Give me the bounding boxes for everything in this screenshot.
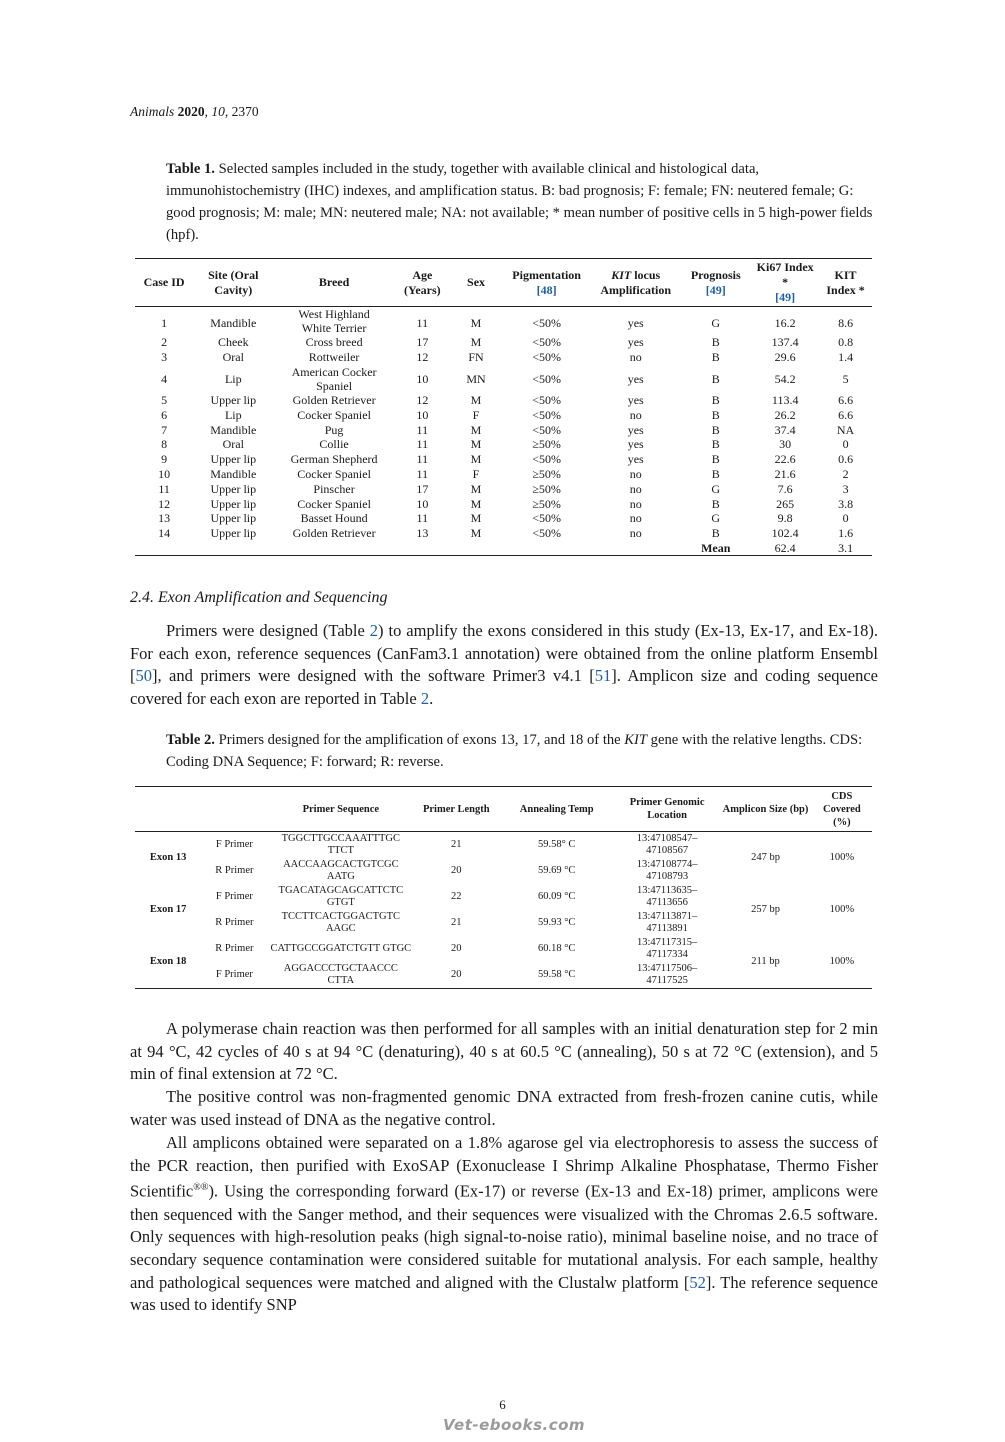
table1-row [135, 307, 872, 336]
table1-cell: 265 [776, 496, 795, 511]
table1-mean-row [135, 541, 872, 556]
ref-51[interactable]: 51 [594, 666, 612, 686]
table1-cell: 22.6 [774, 452, 796, 467]
table1-cell: yes [627, 422, 644, 437]
primer-length: 20 [451, 865, 462, 876]
table1-cell: 11 [416, 422, 429, 437]
table1-cell: ≥50% [532, 466, 561, 481]
table1-cell: <50% [532, 335, 562, 350]
table1-caption-label: Table 1. [166, 161, 215, 177]
primer-sequence: TGGCTTGCCAAATTTGC TTCT [281, 833, 401, 856]
primer-length: 20 [451, 969, 462, 980]
th-ki67: Ki67 Index * [49] [756, 260, 814, 304]
table1-caption: Table 1. Selected samples included in the study, together with available clinical and histological data, immunohistochemistry (IHC) indexes, and amplification status. B: bad prognosis; F: female; FN: neutered female; G: good prognosis; M: male; MN: neutered male; NA: not available; * mean number of positive cells in 5 high-power fields (hpf). [166, 161, 873, 243]
table1-cell: <50% [532, 422, 562, 437]
table1-cell: 10 [416, 407, 429, 422]
table1-cell: M [470, 422, 482, 437]
table2-row [135, 936, 872, 962]
th-primer [201, 787, 267, 832]
table1-cell: ≥50% [532, 496, 561, 511]
paragraph-primers: Primers were designed (Table 2) to amplify the exons considered in this study (Ex-13, Ex-17, and Ex-18). For each exon, reference sequences (CanFam3.1 annotation) were obtained from the online platform Ensembl [50], and primers were designed with the software Primer3 v4.1 [51]. Amplicon size and coding sequence covered for each exon are reported in Table 2. [130, 621, 878, 709]
table1-cell: no [629, 496, 642, 511]
table1-cell: Upper lip [210, 496, 257, 511]
table1-cell: Oral [222, 437, 244, 452]
table1-cell: Oral [222, 350, 244, 365]
th-prognosis: Prognosis [49] [690, 267, 741, 297]
table2-row [135, 884, 872, 910]
table1-cell: 3 [161, 350, 168, 365]
table1-cell: M [470, 452, 482, 467]
table1-cell: 0 [842, 511, 849, 526]
table1-cell: Lip [224, 371, 242, 386]
table1-cell: B [711, 407, 720, 422]
cds-covered: 100% [829, 904, 855, 915]
table1-cell: NA [836, 422, 855, 437]
table1-cell: B [711, 335, 720, 350]
primer-length: 22 [451, 891, 462, 902]
table1-cell: B [711, 371, 720, 386]
table1-cell: Basset Hound [300, 511, 368, 526]
table1-cell: Rottweiler [308, 350, 360, 365]
table1-cell: <50% [532, 316, 562, 330]
ref-table2[interactable]: 2 [369, 621, 379, 640]
table1-row [135, 407, 872, 422]
table1-cell: 17 [416, 481, 429, 496]
primer-type: R Primer [215, 865, 254, 876]
table1-cell: no [629, 407, 642, 422]
table1-cell: yes [627, 392, 644, 407]
table1-cell: 12 [416, 392, 429, 407]
primer-type: F Primer [215, 891, 253, 902]
table1-cell: yes [627, 335, 644, 350]
table1-cell: <50% [532, 452, 562, 467]
th-kit-amplification: KIT locus Amplification [600, 267, 672, 297]
table1-cell: <50% [532, 511, 562, 526]
table1-cell: Mandible [210, 316, 257, 330]
table1-cell: 30 [779, 437, 792, 452]
table1-row [135, 511, 872, 526]
table1-cell: 0 [842, 437, 849, 452]
table2-caption: Table 2. Primers designed for the amplification of exons 13, 17, and 18 of the KIT gene with the relative lengths. CDS: Coding DNA Sequence; F: forward; R: reverse. [166, 732, 863, 770]
th-primer-sequence: Primer Sequence [302, 803, 380, 815]
table1-cell: 12 [416, 350, 429, 365]
table1-cell: B [711, 466, 720, 481]
annealing-temp: 60.18 °C [537, 943, 576, 954]
table1-cell: Upper lip [210, 452, 257, 467]
table1-cell: 37.4 [774, 422, 796, 437]
th-genomic-location: Primer Genomic Location [629, 797, 705, 821]
table1-cell: 26.2 [774, 407, 796, 422]
table1-row [135, 496, 872, 511]
section-heading: 2.4. Exon Amplification and Sequencing [130, 589, 388, 606]
th-annealing-temp: Annealing Temp [519, 803, 594, 815]
ref-52[interactable]: 52 [689, 1272, 706, 1292]
table1-cell: 4 [161, 371, 168, 386]
ref-table2[interactable]: 2 [420, 689, 430, 709]
table1-cell: M [470, 526, 482, 541]
table1-cell: 137.4 [771, 335, 799, 350]
annealing-temp: 59.69 °C [537, 865, 576, 876]
mean-kit: 3.1 [838, 540, 854, 555]
annealing-temp: 59.93 °C [537, 917, 576, 928]
th-exon [135, 787, 201, 832]
table1-cell: Cocker Spaniel [297, 466, 371, 481]
table1-cell: 1 [161, 316, 168, 330]
table1-cell: 1.4 [838, 350, 854, 365]
table1-cell: 8.6 [838, 316, 854, 330]
table1-cell: Upper lip [210, 526, 257, 541]
table1-cell: Upper lip [210, 392, 257, 407]
amplicon-size: 257 bp [751, 904, 780, 915]
table1-cell: Mandible [210, 466, 257, 481]
table1-cell: 7 [161, 422, 168, 437]
table1-cell: 14 [158, 526, 171, 541]
table2-body [135, 832, 872, 989]
table1-cell: 0.8 [838, 335, 854, 350]
table2-row [135, 832, 872, 859]
table1-cell: <50% [532, 526, 562, 541]
table1-cell: M [470, 316, 482, 330]
table1-cell: <50% [532, 371, 562, 386]
th-breed: Breed [318, 275, 350, 289]
table1-cell: Golden Retriever [292, 392, 376, 407]
table1-cell: no [629, 350, 642, 365]
table1-cell: 7.6 [777, 481, 793, 496]
table1-cell: B [711, 452, 720, 467]
table1-cell: 54.2 [774, 371, 796, 386]
page-number: 6 [499, 1397, 506, 1412]
table1-cell: B [711, 526, 720, 541]
table1-cell: Pug [324, 422, 344, 437]
amplicon-size: 247 bp [751, 852, 780, 863]
table1-cell: 13 [158, 511, 171, 526]
table1-cell: 11 [416, 511, 429, 526]
watermark-logo: Vet-ebooks.com [443, 1416, 586, 1434]
table1-cell: 21.6 [774, 466, 796, 481]
primer-type: R Primer [215, 943, 254, 954]
table1-cell: Cheek [217, 335, 249, 350]
genomic-location: 13:47108774– 47108793 [636, 859, 698, 882]
table1-cell: M [470, 437, 482, 452]
table1-cell: American Cocker Spaniel [291, 364, 377, 393]
table1-cell: yes [627, 371, 644, 386]
table1-cell: M [470, 335, 482, 350]
table1-cell: Collie [319, 437, 349, 452]
table1-cell: 29.6 [774, 350, 796, 365]
table1-row [135, 335, 872, 350]
paragraph-controls: The positive control was non-fragmented genomic DNA extracted from fresh-frozen canine cutis, while water was used instead of DNA as the negative control. [130, 1087, 878, 1129]
annealing-temp: 59.58° C [537, 839, 576, 850]
th-sex: Sex [467, 275, 486, 289]
table1-cell: 0.6 [838, 452, 854, 467]
table1-cell: G [711, 316, 721, 330]
mean-ki67: 62.4 [774, 540, 796, 555]
table1-cell: Cocker Spaniel [297, 496, 371, 511]
table1-row [135, 467, 872, 482]
table1-cell: F [472, 466, 480, 481]
primer-sequence: TCCTTCACTGGACTGTC AAGC [281, 911, 401, 934]
table1-row [135, 365, 872, 393]
table2 [135, 786, 872, 989]
table1-cell: no [629, 466, 642, 481]
table1-row [135, 422, 872, 437]
exon-label: Exon 18 [149, 956, 187, 967]
th-age: Age (Years) [404, 267, 441, 297]
table1-cell: B [711, 422, 720, 437]
table1-cell: 1.6 [838, 526, 854, 541]
primer-sequence: TGACATAGCAGCATTCTC GTGT [278, 885, 404, 908]
mean-label: Mean [701, 540, 731, 555]
table1-cell: ≥50% [532, 481, 561, 496]
table1-cell: yes [627, 316, 644, 330]
table1-cell: M [470, 392, 482, 407]
table1-cell: 10 [158, 466, 171, 481]
annealing-temp: 60.09 °C [537, 891, 576, 902]
amplicon-size: 211 bp [751, 956, 780, 967]
table1-cell: no [629, 511, 642, 526]
table1-cell: 5 [842, 371, 849, 386]
exon-label: Exon 17 [149, 904, 187, 915]
table1-cell: 2 [161, 335, 168, 350]
genomic-location: 13:47117506– 47117525 [636, 963, 698, 986]
table1-cell: 16.2 [774, 316, 796, 330]
primer-sequence: AGGACCCTGCTAACCC CTTA [283, 963, 398, 986]
table1-cell: Cross breed [305, 335, 363, 350]
table1-cell: G [711, 481, 721, 496]
table2-caption-label: Table 2. [166, 732, 215, 748]
cds-covered: 100% [829, 956, 855, 967]
table1-cell: Lip [224, 407, 242, 422]
table1-cell: West Highland White Terrier [298, 307, 370, 335]
genomic-location: 13:47117315– 47117334 [636, 937, 698, 960]
exon-label: Exon 13 [149, 852, 187, 863]
table1-cell: yes [627, 452, 644, 467]
th-case-id: Case ID [143, 275, 185, 289]
primer-type: R Primer [215, 917, 254, 928]
table1-cell: 2 [842, 466, 849, 481]
table1-cell: 113.4 [771, 392, 799, 407]
table1-cell: B [711, 350, 720, 365]
th-amplicon-size: Amplicon Size (bp) [722, 803, 809, 815]
table1-cell: 10 [416, 496, 429, 511]
table1-cell: M [470, 511, 482, 526]
table1-cell: F [472, 407, 480, 422]
table1-row [135, 350, 872, 365]
table1-cell: B [711, 496, 720, 511]
table1-cell: G [711, 511, 721, 526]
table1-cell: Golden Retriever [292, 526, 376, 541]
table1-cell: ≥50% [532, 437, 561, 452]
annealing-temp: 59.58 °C [537, 969, 576, 980]
table1-cell: 11 [416, 316, 429, 330]
table1-cell: FN [468, 350, 484, 365]
paragraph-sequencing: All amplicons obtained were separated on a 1.8% agarose gel via electrophoresis to assess the success of the PCR reaction, then purified with ExoSAP (Exonuclease I Shrimp Alkaline Phosphatase, Thermo Fisher Scientific®®). Using the corresponding forward (Ex-17) or reverse (Ex-13 and Ex-18) primer, amplicons were then sequenced with the Sanger method, and their sequences were visualized with the Chromas 2.6.5 software. Only sequences with high-resolution peaks (high signal-to-noise ratio), minimal baseline noise, and no trace of secondary sequence contamination were considered suitable for mutational analysis. For each sample, healthy and pathological sequences were matched and aligned with the Clustalw platform [52]. The reference sequence was used to identify SNP [130, 1133, 878, 1315]
primer-sequence: CATTGCCGGATCTGTT GTGC [270, 943, 412, 954]
th-site: Site (Oral Cavity) [208, 267, 259, 297]
table1-cell: 9.8 [777, 511, 793, 526]
ref-50[interactable]: 50 [135, 666, 152, 686]
table1 [135, 258, 872, 556]
paragraph-pcr: A polymerase chain reaction was then performed for all samples with an initial denaturation step for 2 min at 94 °C, 42 cycles of 40 s at 94 °C (denaturing), 40 s at 60.5 °C (annealing), 50 s at 72 °C (extension), and 5 min of final extension at 72 °C. [130, 1019, 878, 1084]
table1-cell: 11 [416, 466, 429, 481]
table1-cell: 6.6 [838, 392, 854, 407]
table1-cell: Cocker Spaniel [297, 407, 371, 422]
genomic-location: 13:47108547– 47108567 [636, 833, 698, 856]
primer-type: F Primer [215, 839, 253, 850]
cds-covered: 100% [829, 852, 855, 863]
primer-length: 21 [451, 839, 462, 850]
table1-cell: 17 [416, 335, 429, 350]
table1-cell: <50% [532, 392, 562, 407]
table1-cell: 10 [416, 371, 429, 386]
table1-cell: <50% [532, 350, 562, 365]
primer-sequence: AACCAAGCACTGTCGC AATG [283, 859, 399, 882]
table1-row [135, 481, 872, 496]
table1-cell: 5 [161, 392, 168, 407]
table1-cell: Mandible [210, 422, 257, 437]
primer-length: 20 [451, 943, 462, 954]
th-pigmentation: Pigmentation [48] [512, 267, 581, 297]
table1-cell: 8 [161, 437, 168, 452]
table1-cell: M [470, 496, 482, 511]
th-kit-index: KIT Index * [826, 267, 865, 297]
table1-cell: M [470, 481, 482, 496]
table1-row [135, 393, 872, 408]
table1-cell: 12 [158, 496, 171, 511]
table1-cell: German Shepherd [290, 452, 378, 467]
table1-cell: no [629, 526, 642, 541]
primer-type: F Primer [215, 969, 253, 980]
th-cds-covered: CDS Covered (%) [823, 790, 861, 828]
table1-cell: 11 [416, 437, 429, 452]
table1-cell: yes [627, 437, 644, 452]
th-primer-length: Primer Length [422, 803, 490, 815]
table1-cell: B [711, 392, 720, 407]
running-head: Animals 2020, 10, 2370 [130, 104, 259, 119]
table1-cell: no [629, 481, 642, 496]
table1-cell: <50% [532, 407, 562, 422]
table1-row [135, 452, 872, 467]
table1-cell: 6 [161, 407, 168, 422]
table1-cell: Pinscher [313, 481, 355, 496]
table1-cell: 9 [161, 452, 168, 467]
table1-cell: 6.6 [838, 407, 854, 422]
table1-cell: 3.8 [838, 496, 854, 511]
table1-row [135, 437, 872, 452]
table1-body [135, 307, 872, 556]
table1-cell: Upper lip [210, 511, 257, 526]
table1-cell: 3 [842, 481, 849, 496]
table1-cell: 102.4 [771, 526, 799, 541]
table1-cell: MN [466, 371, 486, 386]
table1-row [135, 526, 872, 541]
table1-cell: 11 [158, 481, 170, 496]
genomic-location: 13:47113871– 47113891 [636, 911, 698, 934]
primer-length: 21 [451, 917, 462, 928]
table1-cell: 11 [416, 452, 429, 467]
genomic-location: 13:47113635– 47113656 [636, 885, 698, 908]
table1-cell: Upper lip [210, 481, 257, 496]
table1-cell: B [711, 437, 720, 452]
table1-cell: 13 [416, 526, 429, 541]
